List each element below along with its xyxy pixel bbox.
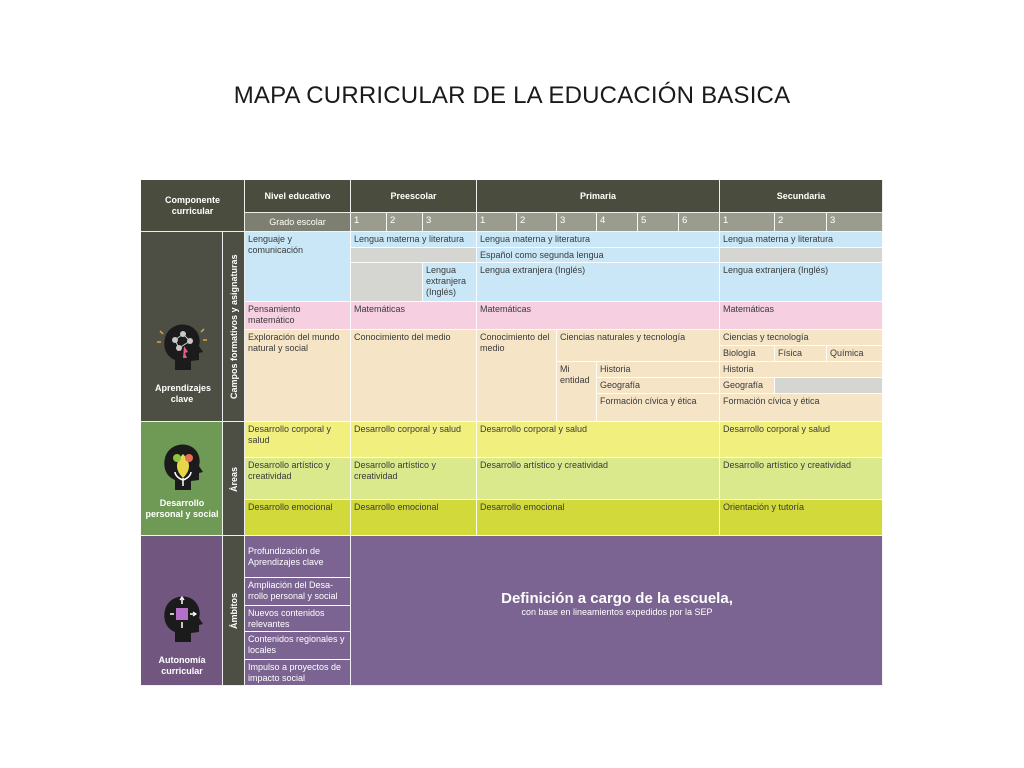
pri-extranjera: Lengua extranjera (Inglés) [477,263,720,302]
header-primaria: Primaria [477,180,720,213]
sec-fisica: Física [775,346,827,362]
sec-mate: Matemáticas [720,302,883,330]
sec-artistico: Desarrollo artístico y creatividad [720,458,883,500]
header-grado: Grado escolar [245,213,351,232]
pre-extranjera-gap [351,263,423,302]
puzzle-head-icon [157,592,207,646]
grade-pri-2: 2 [517,213,557,232]
sec-historia: Historia [720,362,883,378]
pre-medio: Conocimiento del medio [351,330,477,422]
definicion-subtitle: con base en lineamientos expedidos por la SEP [521,607,713,617]
pri-mate: Matemáticas [477,302,720,330]
pri-lengua: Lengua materna y literatura [477,232,720,248]
grade-pri-3: 3 [557,213,597,232]
pri-medio: Conocimiento del medio [477,330,557,422]
area-artistico: Desarrollo artístico y creatividad [245,458,351,500]
label-autonomia: Autonomía curricular [158,655,206,676]
pri-civica: Formación cívica y ética [597,394,720,422]
area-corporal: Desarrollo corporal y salud [245,422,351,458]
sec-biologia: Biología [720,346,775,362]
plant-head-icon [157,440,207,494]
pre-lengua-gap [351,248,477,263]
sec-espanol-gap [720,248,883,263]
sec-lengua: Lengua materna y literatura [720,232,883,248]
pre-artistico: Desarrollo artístico y creatividad [351,458,477,500]
grade-sec-1: 1 [720,213,775,232]
grade-pre-2: 2 [387,213,423,232]
pre-emocional: Desarrollo emocional [351,500,477,536]
grade-pri-6: 6 [679,213,720,232]
grade-sec-2: 2 [775,213,827,232]
campo-pensamiento: Pensamiento matemático [245,302,351,330]
brain-head-icon [157,320,207,374]
label-desarrollo: Desarrollo personal y social [145,498,219,519]
grade-pri-4: 4 [597,213,638,232]
grade-pre-3: 3 [423,213,477,232]
pri-geografia: Geografía [597,378,720,394]
definicion-title: Definición a cargo de la escuela, [501,590,733,607]
grade-pri-5: 5 [638,213,679,232]
pri-emocional: Desarrollo emocional [477,500,720,536]
group-campos: Campos formativos y asignaturas [229,254,239,400]
pre-lengua: Lengua materna y literatura [351,232,477,248]
sec-ciencias: Ciencias y tecnología [720,330,883,346]
campo-lenguaje: Lenguaje y comunicación [245,232,351,302]
pri-artistico: Desarrollo artístico y creatividad [477,458,720,500]
pre-mate: Matemáticas [351,302,477,330]
sec-quimica: Química [827,346,883,362]
grade-pre-1: 1 [351,213,387,232]
sec-extranjera: Lengua extranjera (Inglés) [720,263,883,302]
header-nivel: Nivel educativo [245,180,351,213]
pri-historia: Historia [597,362,720,378]
grade-pri-1: 1 [477,213,517,232]
sec-orientacion: Orientación y tutoría [720,500,883,536]
campo-exploracion: Exploración del mundo natural y social [245,330,351,422]
ambito-5: Impulso a proyectos de impacto social [245,660,351,686]
sec-geografia: Geografía [720,378,775,394]
group-areas: Áreas [229,466,239,492]
sec-geografia-gap [775,378,883,394]
area-emocional: Desarrollo emocional [245,500,351,536]
ambito-1: Profundización de Aprendizajes clave [245,536,351,578]
pri-mi-entidad: Mi entidad [557,362,597,422]
pri-ciencias: Ciencias naturales y tecnología [557,330,720,362]
page-title: MAPA CURRICULAR DE LA EDUCACIÓN BASICA [233,82,791,109]
header-secundaria: Secundaria [720,180,883,213]
ambito-3: Nuevos contenidos relevantes [245,606,351,632]
header-preescolar: Preescolar [351,180,477,213]
group-ambitos: Ámbitos [229,593,239,629]
label-aprendizajes: Aprendizajes clave [155,383,212,404]
pre-corporal: Desarrollo corporal y salud [351,422,477,458]
ambito-2: Ampliación del Desa-rrollo personal y social [245,578,351,606]
header-componente: Componente curricular [141,180,245,232]
ambito-4: Contenidos regionales y locales [245,632,351,660]
pri-espanol: Español como segunda lengua [477,248,720,263]
sec-civica: Formación cívica y ética [720,394,883,422]
sec-corporal: Desarrollo corporal y salud [720,422,883,458]
grade-sec-3: 3 [827,213,883,232]
pre-extranjera: Lengua extranjera (Inglés) [423,263,477,302]
pri-corporal: Desarrollo corporal y salud [477,422,720,458]
